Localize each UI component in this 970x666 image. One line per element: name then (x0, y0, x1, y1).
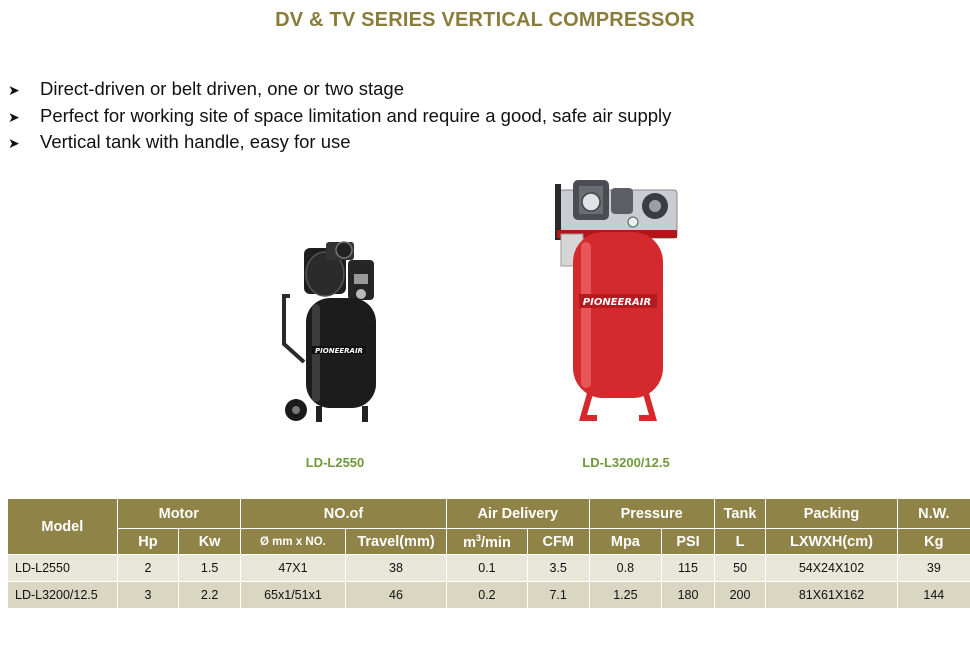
cell-model: LD-L3200/12.5 (8, 582, 117, 609)
cell-tank: 200 (714, 582, 766, 609)
cell-kw: 1.5 (179, 555, 241, 582)
compressor-image-ld-l3200 (553, 178, 683, 428)
cell-cylinder: 47X1 (240, 555, 345, 582)
feature-text: Perfect for working site of space limitation and require a good, safe air supply (40, 104, 672, 126)
cell-travel: 38 (345, 555, 446, 582)
page-title: DV & TV SERIES VERTICAL COMPRESSOR (275, 9, 695, 31)
cell-cfm: 3.5 (527, 555, 589, 582)
subheader-kw: Kw (179, 529, 241, 555)
feature-item (8, 103, 671, 130)
subheader-travel: Travel(mm) (345, 529, 446, 555)
arrowhead-bullet-icon: ➤ (8, 135, 20, 151)
header-tank: Tank (714, 499, 766, 529)
cell-hp: 2 (117, 555, 179, 582)
product-caption-ld-l3200: LD-L3200/12.5 (582, 455, 670, 470)
header-motor: Motor (117, 499, 240, 529)
cell-kw: 2.2 (179, 582, 241, 609)
cell-mpa: 0.8 (589, 555, 662, 582)
brand-logo: PIONEERAIR (315, 347, 363, 355)
spec-table (8, 499, 970, 609)
feature-item (8, 76, 671, 103)
arrowhead-bullet-icon: ➤ (8, 82, 20, 98)
subheader-hp: Hp (117, 529, 179, 555)
cell-kg: 144 (897, 582, 970, 609)
header-nw: N.W. (897, 499, 970, 529)
cell-m3min: 0.2 (447, 582, 528, 609)
cell-hp: 3 (117, 582, 179, 609)
header-no-of: NO.of (240, 499, 446, 529)
product-caption-ld-l2550: LD-L2550 (305, 455, 365, 470)
cell-kg: 39 (897, 555, 970, 582)
cell-psi: 115 (662, 555, 715, 582)
cell-cfm: 7.1 (527, 582, 589, 609)
cell-model: LD-L2550 (8, 555, 117, 582)
compressor-image-ld-l2550 (278, 234, 384, 430)
feature-text: Direct-driven or belt driven, one or two stage (40, 78, 405, 99)
header-air-delivery: Air Delivery (447, 499, 589, 529)
subheader-m3-per-min: $m^3/\min$ (447, 529, 528, 555)
cell-cylinder: 65x1/51x1 (240, 582, 345, 609)
subheader-mpa: Mpa (589, 529, 662, 555)
subheader-lwh: LXWXH(cm) (766, 529, 897, 555)
cell-travel: 46 (345, 582, 446, 609)
subheader-l: L (714, 529, 766, 555)
subheader-kg: Kg (897, 529, 970, 555)
table-row (8, 555, 970, 582)
cell-mpa: 1.25 (589, 582, 662, 609)
table-row (8, 582, 970, 609)
header-packing: Packing (766, 499, 897, 529)
arrowhead-bullet-icon: ➤ (8, 108, 20, 125)
feature-text: Vertical tank with handle, easy for use (40, 131, 351, 152)
brand-logo: PIONEERAIR (582, 297, 652, 308)
cell-psi: 180 (662, 582, 715, 609)
header-model: Model (8, 499, 117, 555)
cell-tank: 50 (714, 555, 766, 582)
cell-packing: 81X61X162 (766, 582, 897, 609)
feature-list (8, 76, 671, 156)
header-pressure: Pressure (589, 499, 714, 529)
subheader-cfm: CFM (527, 529, 589, 555)
subheader-cylinder: Ø mm x NO. (240, 529, 345, 555)
cell-m3min: 0.1 (447, 555, 528, 582)
feature-item (8, 129, 671, 156)
subheader-psi: PSI (662, 529, 715, 555)
cell-packing: 54X24X102 (766, 555, 897, 582)
